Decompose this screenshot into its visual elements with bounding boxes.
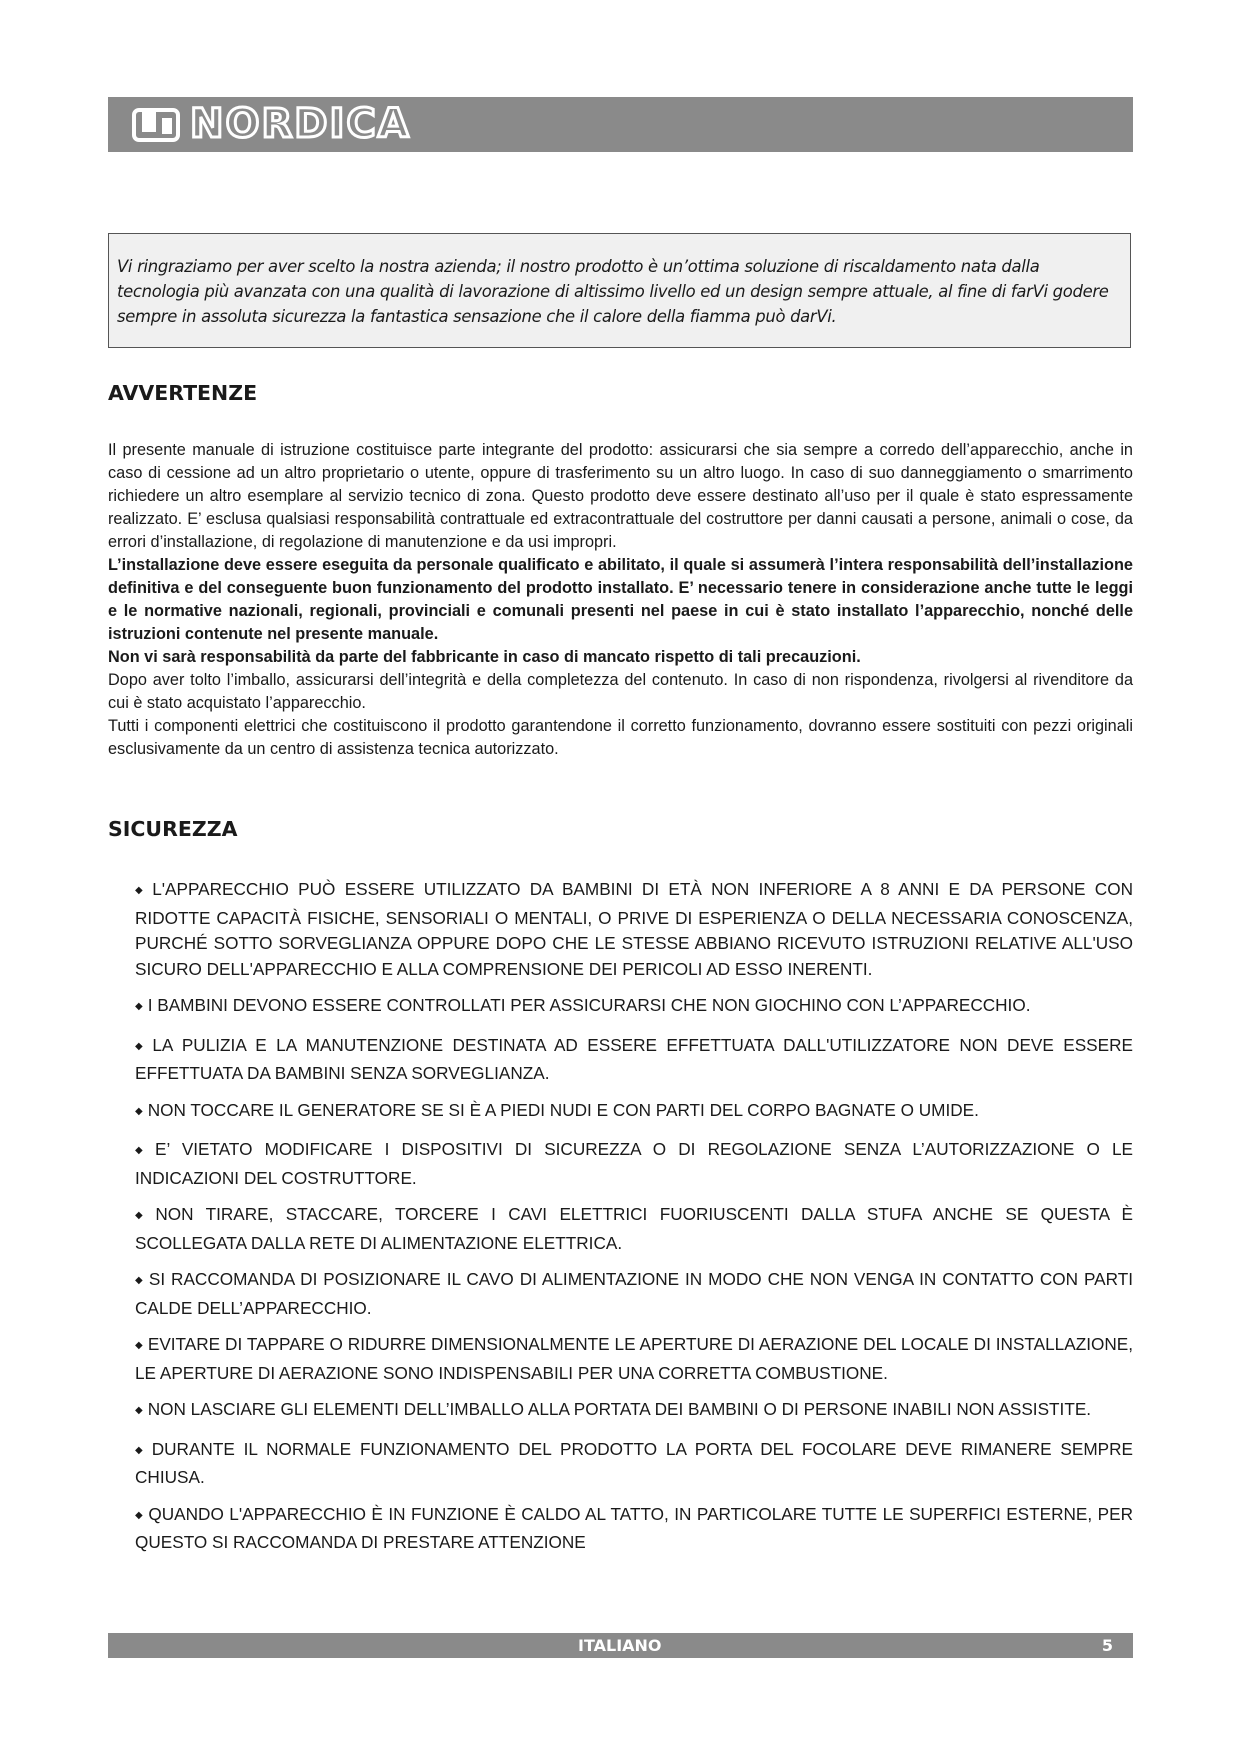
diamond-bullet-icon: ◆ bbox=[135, 1405, 143, 1416]
section-title-sicurezza: SICUREZZA bbox=[108, 817, 238, 841]
list-item: ◆ NON TIRARE, STACCARE, TORCERE I CAVI ELETTRICI FUORIUSCENTI DALLA STUFA ANCHE SE QUESTA È SCOLLEGATA DALLA RETE DI ALIMENTAZIONE ELETTRICA. bbox=[135, 1204, 1133, 1253]
list-item: ◆ NON TOCCARE IL GENERATORE SE SI È A PIEDI NUDI E CON PARTI DEL CORPO BAGNATE O UMIDE. bbox=[135, 1099, 979, 1120]
diamond-bullet-icon: ◆ bbox=[135, 885, 148, 896]
list-item: ◆ I BAMBINI DEVONO ESSERE CONTROLLATI PER ASSICURARSI CHE NON GIOCHINO CON L’APPARECCHIO. bbox=[135, 995, 1031, 1015]
section-title-avvertenze: AVVERTENZE bbox=[108, 381, 258, 405]
paragraph-bold: Non vi sarà responsabilità da parte del fabbricante in caso di mancato rispetto di tali precauzioni. bbox=[108, 648, 861, 666]
list-item: ◆ E’ VIETATO MODIFICARE I DISPOSITIVI DI SICUREZZA O DI REGOLAZIONE SENZA L’AUTORIZZAZIONE O LE INDICAZIONI DEL COSTRUTTORE. bbox=[135, 1139, 1133, 1188]
list-item: ◆ QUANDO L'APPARECCHIO È IN FUNZIONE È CALDO AL TATTO, IN PARTICOLARE TUTTE LE SUPERFICI ESTERNE, PER QUESTO SI RACCOMANDA DI PRESTARE ATTENZIONE bbox=[135, 1503, 1133, 1552]
list-item: ◆ L'APPARECCHIO PUÒ ESSERE UTILIZZATO DA BAMBINI DI ETÀ NON INFERIORE A 8 ANNI E DA PERSONE CON RIDOTTE CAPACITÀ FISICHE, SENSORIALI O MENTALI, O PRIVE DI ESPERIENZA O DELLA NECESSARIA CONOSCENZA, PURCHÉ SOTTO SORVEGLIANZA OPPURE DOPO CHE LE STESSE ABBIANO RICEVUTO ISTRUZIONI RELATIVE ALL'USO SICURO DELL'APPARECCHIO E ALLA COMPRENSIONE DEI PERICOLI AD ESSO INERENTI. bbox=[135, 879, 1133, 979]
brand-name: NORDICA bbox=[190, 101, 411, 147]
paragraph: Dopo aver tolto l’imballo, assicurarsi dell’integrità e della completezza del contenuto. In caso di non rispondenza, rivolgersi al rivenditore da cui è stato acquistato l’apparecchio. bbox=[108, 671, 1133, 712]
list-item: ◆ SI RACCOMANDA DI POSIZIONARE IL CAVO DI ALIMENTAZIONE IN MODO CHE NON VENGA IN CONTATTO CON PARTI CALDE DELL’APPARECCHIO. bbox=[135, 1269, 1133, 1318]
diamond-bullet-icon: ◆ bbox=[135, 1040, 148, 1052]
footer-bar bbox=[108, 1633, 1133, 1658]
safety-list bbox=[135, 877, 1133, 1567]
page-number: 5 bbox=[1101, 1636, 1113, 1655]
diamond-bullet-icon: ◆ bbox=[135, 1509, 144, 1521]
diamond-bullet-icon: ◆ bbox=[135, 1210, 151, 1221]
list-item: ◆ DURANTE IL NORMALE FUNZIONAMENTO DEL PRODOTTO LA PORTA DEL FOCOLARE DEVE RIMANERE SEMPRE CHIUSA. bbox=[135, 1438, 1133, 1487]
avvertenze-body bbox=[108, 439, 1133, 761]
nordica-logo bbox=[132, 101, 411, 147]
header-bar bbox=[108, 97, 1133, 152]
diamond-bullet-icon: ◆ bbox=[135, 1001, 143, 1012]
footer-language: ITALIANO bbox=[578, 1636, 662, 1655]
diamond-bullet-icon: ◆ bbox=[135, 1444, 147, 1456]
intro-box bbox=[108, 233, 1131, 348]
intro-text: Vi ringraziamo per aver scelto la nostra azienda; il nostro prodotto è un’ottima soluzione di riscaldamento nata dalla tecnologia più avanzata con una qualità di lavorazione di altissimo livello ed un design sempre attuale, al fine di farVi godere sempre in assoluta sicurezza la fantastica sensazione che il calore della fiamma può darVi. bbox=[117, 257, 1109, 326]
list-item: ◆ EVITARE DI TAPPARE O RIDURRE DIMENSIONALMENTE LE APERTURE DI AERAZIONE DEL LOCALE DI INSTALLAZIONE, LE APERTURE DI AERAZIONE SONO INDISPENSABILI PER UNA CORRETTA COMBUSTIONE. bbox=[135, 1334, 1133, 1383]
nordica-logo-icon bbox=[132, 104, 182, 145]
list-item: ◆ LA PULIZIA E LA MANUTENZIONE DESTINATA AD ESSERE EFFETTUATA DALL'UTILIZZATORE NON DEVE ESSERE EFFETTUATA DA BAMBINI SENZA SORVEGLIANZA. bbox=[135, 1034, 1133, 1083]
diamond-bullet-icon: ◆ bbox=[135, 1340, 143, 1351]
diamond-bullet-icon: ◆ bbox=[135, 1105, 143, 1117]
list-item: ◆ NON LASCIARE GLI ELEMENTI DELL’IMBALLO ALLA PORTATA DEI BAMBINI O DI PERSONE INABILI NON ASSISTITE. bbox=[135, 1399, 1092, 1419]
paragraph-bold: L’installazione deve essere eseguita da personale qualificato e abilitato, il quale si assumerà l’intera responsabilità dell’installazione definitiva e del conseguente buon funzionamento del prodotto installato. E’ necessario tenere in considerazione anche tutte le leggi e le normative nazionali, regionali, provinciali e comunali presenti nel paese in cui è stato installato l’apparecchio, nonché delle istruzioni contenute nel presente manuale. bbox=[108, 556, 1133, 643]
diamond-bullet-icon: ◆ bbox=[135, 1145, 151, 1156]
paragraph: Il presente manuale di istruzione costituisce parte integrante del prodotto: assicurarsi che sia sempre a corredo dell’apparecchio, anche in caso di cessione ad un altro proprietario o utente, oppure di trasferimento su un altro luogo. In caso di suo danneggiamento o smarrimento richiedere un altro esemplare al servizio tecnico di zona. Questo prodotto deve essere destinato all’uso per il quale è stato espressamente realizzato. E’ esclusa qualsiasi responsabilità contrattuale ed extracontrattuale del costruttore per danni causati a persone, animali o cose, da errori d’installazione, di regolazione di manutenzione e da usi impropri. bbox=[108, 441, 1133, 551]
paragraph: Tutti i componenti elettrici che costituiscono il prodotto garantendone il corretto funzionamento, dovranno essere sostituiti con pezzi originali esclusivamente da un centro di assistenza tecnica autorizzato. bbox=[108, 717, 1133, 758]
diamond-bullet-icon: ◆ bbox=[135, 1275, 144, 1286]
